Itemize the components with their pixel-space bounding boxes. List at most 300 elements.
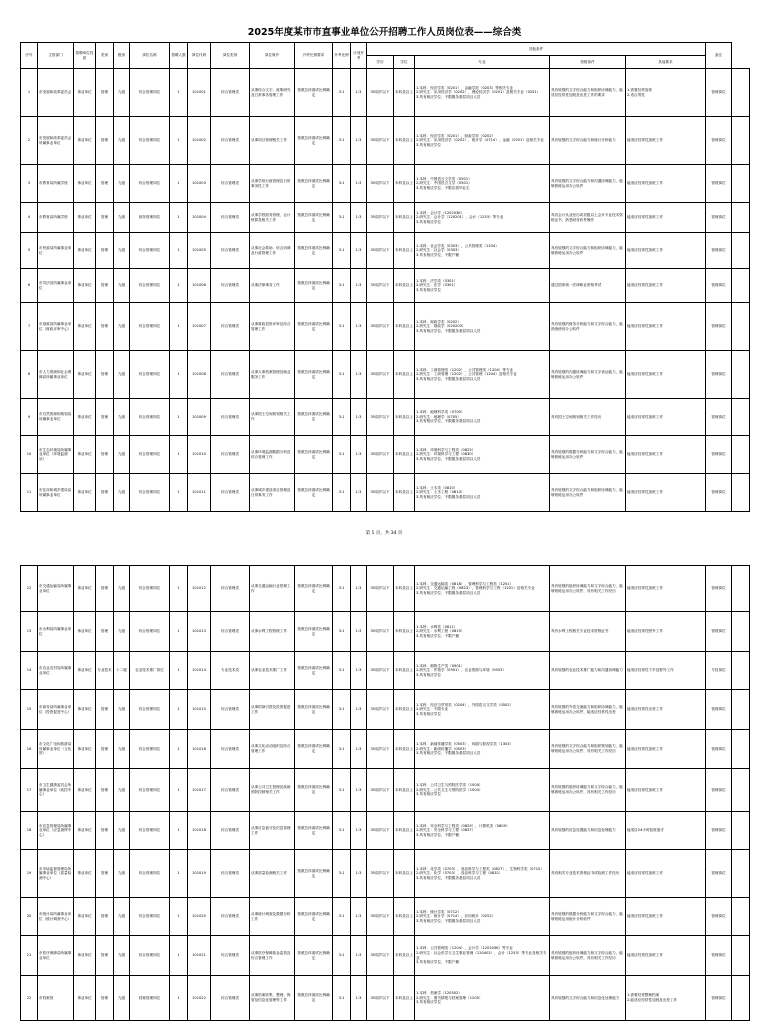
header-cell: 招聘人数 [170, 43, 188, 69]
table-cell: 九级 [114, 165, 130, 203]
table-cell: 具有较强的外语交流能力和组织协调能力，能够熟练运用办公软件，能适应经常性出差 [550, 690, 626, 730]
table-cell: 能适应经常性加班工作 [626, 850, 706, 898]
table-cell: 综合管理类 [211, 303, 250, 351]
table-cell: 按照总体面试比例确定 [295, 976, 333, 1021]
table-row [21, 850, 750, 898]
table-cell: 市水利局所属事业单位 [38, 612, 74, 652]
table-cell: 101003 [188, 165, 211, 203]
table-cell: 管理岗位 [706, 769, 732, 812]
table-cell: 3 [21, 165, 38, 203]
table-cell: 综合管理岗位 [130, 850, 170, 898]
table-cell: 1:3 [351, 69, 367, 117]
table-cell: 能适应经常性加班工作 [626, 474, 706, 512]
table-cell: 1.本科：公共卫生与预防医学类（1004） 2.研究生：公共卫生与预防医学（1004） 3.具有相应学位 [415, 769, 550, 812]
table-cell: 1.本科：经济学类（0201），财政学类（0202） 2.研究生：应用经济学（0202），统计学（0714），金融（0251）及相关专业 3.具有相应学位 [415, 117, 550, 165]
table-cell: 1 [170, 898, 188, 936]
table-cell: 从事项目管理相关工作 [250, 117, 295, 165]
table-cell: 市人力资源和社会保障局所属事业单位 [38, 351, 74, 399]
table-cell: 事业单位 [74, 850, 96, 898]
header-cell: 类别 [96, 43, 114, 69]
table-cell: 市农业农村局所属事业单位 [38, 652, 74, 690]
table-cell: 3:1 [333, 203, 351, 233]
table-cell: 综合管理类 [211, 474, 250, 512]
table-cell: 101011 [188, 474, 211, 512]
table-cell: 从事应急值守及信息管理工作 [250, 812, 295, 850]
table-cell: 本科及以上 [394, 690, 415, 730]
table-cell: 按照总体面试比例确定 [295, 69, 333, 117]
table-cell: 1.本科：环境科学与工程类（0825） 2.研究生：环境科学与工程（0830） 3.具有相应学位，不限服务基层项目人员 [415, 436, 550, 474]
table-cell: 从事档案收集、整理、保管及信息化管理等工作 [250, 976, 295, 1021]
table-cell: 能适应经常性加班工作 [626, 399, 706, 436]
table-cell: 从事城乡建设项目管理及日常事务工作 [250, 474, 295, 512]
table-cell: 通过国家统一法律职业资格考试 [550, 269, 626, 303]
table-row [21, 303, 750, 351]
table-cell: 事业单位 [74, 474, 96, 512]
table-cell: 管理岗位 [706, 812, 732, 850]
table-cell: 本科及以上 [394, 566, 415, 612]
table-cell: 101022 [188, 976, 211, 1021]
table-cell: 具有较强的文字综合能力和组织协调能力，能适应经常性加班及出差工作的要求 [550, 69, 626, 117]
table-cell: 管理 [96, 566, 114, 612]
table-cell: 1.需要经常加班 2.适合男性 [626, 69, 706, 117]
table-cell: 综合管理岗位 [130, 165, 170, 203]
header-cell: 序号 [21, 43, 38, 69]
table-cell: 101008 [188, 351, 211, 399]
table-cell: 19 [21, 850, 38, 898]
table-cell: 管理岗位 [706, 203, 732, 233]
table-cell: 能适应24小时轮班值守 [626, 812, 706, 850]
table-cell: 具有水利工程相关专业技术资格证书 [550, 612, 626, 652]
table-cell: 本科及以上 [394, 269, 415, 303]
table-cell: 具有国土空间规划相关工作经历 [550, 399, 626, 436]
table-cell: 事业单位 [74, 730, 96, 769]
sub-header-cell: 专业 [415, 56, 550, 69]
table-row [21, 936, 750, 976]
table-cell [732, 812, 750, 850]
table-cell: 市发展和改革委员会所属事业单位 [38, 117, 74, 165]
table-cell: 管理岗位 [706, 612, 732, 652]
table-cell: 市医疗保障局所属事业单位 [38, 936, 74, 976]
table-cell: 1.本科：中国语言文学类（0501） 2.研究生：中国语言文学（0501） 3.具有相应学位，不限应届毕业生 [415, 165, 550, 203]
table-cell: 3:1 [333, 850, 351, 898]
table-cell: 3:1 [333, 730, 351, 769]
table-cell: 35周岁以下 [367, 652, 394, 690]
table-cell: 1.需要经常整理档案 2.能适应经常性加班及出差工作 [626, 976, 706, 1021]
table-cell: 按照总体面试比例确定 [295, 936, 333, 976]
table-cell: 101013 [188, 612, 211, 652]
table-cell: 能适应经常性下乡及野外工作 [626, 652, 706, 690]
header-cell: 主管部门 [38, 43, 74, 69]
table-cell: 21 [21, 936, 38, 976]
table-cell: 1:3 [351, 690, 367, 730]
table-cell: 101021 [188, 936, 211, 976]
table-cell: 20 [21, 898, 38, 936]
table-cell: 管理 [96, 233, 114, 269]
table-cell: 本科及以上 [394, 812, 415, 850]
table-cell: 专业技术 [96, 652, 114, 690]
table-cell: 从事学校财务管理、会计核算及相关工作 [250, 203, 295, 233]
table-cell: 九级 [114, 730, 130, 769]
table-cell: 101002 [188, 117, 211, 165]
table-cell: 从事公共卫生管理及疾病预防控制相关工作 [250, 769, 295, 812]
table-cell: 1.本科：土木类（0810） 2.研究生：土木工程（0814） 3.具有相应学位，不限服务基层项目人员 [415, 474, 550, 512]
table-cell: 综合管理岗位 [130, 117, 170, 165]
table-cell: 综合管理类 [211, 612, 250, 652]
table-cell: 3:1 [333, 769, 351, 812]
document-title: 2025年度某市市直事业单位公开招聘工作人员岗位表——综合类 [247, 27, 522, 38]
table-cell [732, 69, 750, 117]
table-cell: 市卫生健康委员会所属事业单位（疾控中心） [38, 769, 74, 812]
table-cell: 综合管理类 [211, 690, 250, 730]
table-cell: 按照总体面试比例确定 [295, 898, 333, 936]
table-cell: 综合管理类 [211, 203, 250, 233]
table-cell: 管理 [96, 730, 114, 769]
table-cell: 按照总体面试比例确定 [295, 303, 333, 351]
table-row [21, 474, 750, 512]
table-cell: 管理岗位 [706, 566, 732, 612]
table-cell: 能适应经常性加班工作 [626, 730, 706, 769]
table-cell: 1:3 [351, 652, 367, 690]
header-cell: 开考比例要求 [295, 43, 333, 69]
table-cell: 管理岗位 [706, 730, 732, 769]
table-cell: 本科及以上 [394, 474, 415, 512]
table-cell: 从事水利工程管理工作 [250, 612, 295, 652]
header-cell: 开考比例 [333, 43, 351, 69]
table-row [21, 612, 750, 652]
table-cell: 1 [170, 436, 188, 474]
table-row [21, 976, 750, 1021]
table-cell: 1 [170, 730, 188, 769]
table-cell: 3:1 [333, 269, 351, 303]
sub-header-cell: 资格条件 [550, 56, 626, 69]
table-cell: 事业单位 [74, 566, 96, 612]
table-cell: 九级 [114, 203, 130, 233]
table-cell: 1:3 [351, 269, 367, 303]
table-cell: 市教育局所属学校 [38, 165, 74, 203]
table-body-continued [21, 566, 750, 1021]
table-cell: 事业单位 [74, 612, 96, 652]
table-cell: 从事国土空间规划相关工作 [250, 399, 295, 436]
table-cell [732, 203, 750, 233]
table-cell: 1:3 [351, 117, 367, 165]
table-cell: 3:1 [333, 165, 351, 203]
table-cell: 九级 [114, 233, 130, 269]
table-cell: 具有较强的应急处置能力和信息处理能力 [550, 812, 626, 850]
table-cell: 10 [21, 436, 38, 474]
table-cell: 九级 [114, 399, 130, 436]
table-cell: 11 [21, 474, 38, 512]
table-cell: 按照总体面试比例确定 [295, 850, 333, 898]
table-cell: 事业单位 [74, 690, 96, 730]
table-cell: 3:1 [333, 69, 351, 117]
table-cell: 具有较强的文字综合能力和组织策划能力，能够熟练运用办公软件，具有相关工作经历 [550, 730, 626, 769]
table-cell: 35周岁以下 [367, 165, 394, 203]
table-cell: 101001 [188, 69, 211, 117]
table-cell: 35周岁以下 [367, 117, 394, 165]
table-cell: 本科及以上 [394, 233, 415, 269]
table-cell: 1 [170, 612, 188, 652]
table-cell: 按照总体面试比例确定 [295, 730, 333, 769]
table-cell: 本科及以上 [394, 69, 415, 117]
table-cell: 本科及以上 [394, 850, 415, 898]
table-cell: 本科及以上 [394, 436, 415, 474]
table-cell: 管理岗位 [706, 690, 732, 730]
table-cell: 5 [21, 233, 38, 269]
table-row [21, 730, 750, 769]
table-cell: 1 [170, 936, 188, 976]
table-cell: 具有较强的文字综合能力和组织协调能力，能够熟练运用办公软件 [550, 474, 626, 512]
table-cell: 12 [21, 566, 38, 612]
table-cell [732, 117, 750, 165]
table-cell: 3:1 [333, 976, 351, 1021]
table-cell: 九级 [114, 690, 130, 730]
table-cell: 具有较强的文字综合能力和信息化处理能力 [550, 976, 626, 1021]
table-row [21, 652, 750, 690]
table-cell: 具有较强的组织协调能力和文字综合能力，能够熟练运用办公软件，具有相关工作经历 [550, 769, 626, 812]
table-cell: 按照总体面试比例确定 [295, 769, 333, 812]
table-cell [732, 936, 750, 976]
table-cell: 101015 [188, 690, 211, 730]
table-cell: 1 [21, 69, 38, 117]
header-group-other-conditions: 其他条件 [367, 43, 706, 56]
table-cell: 从事综合文字、政策研究及日常事务管理工作 [250, 69, 295, 117]
table-cell: 35周岁以下 [367, 351, 394, 399]
table-cell: 能适应经常性加班工作 [626, 117, 706, 165]
table-cell: 管理岗位 [706, 399, 732, 436]
table-cell: 综合管理岗位 [130, 436, 170, 474]
table-cell: 管理岗位 [706, 936, 732, 976]
table-cell: 综合管理类 [211, 269, 250, 303]
table-cell: 7 [21, 303, 38, 351]
table-cell: 市民政局所属事业单位 [38, 233, 74, 269]
table-cell: 从事财政投资评审及综合管理工作 [250, 303, 295, 351]
table-cell: 按照总体面试比例确定 [295, 233, 333, 269]
table-cell: 9 [21, 399, 38, 436]
header-cell: 级别 [114, 43, 130, 69]
table-row [21, 436, 750, 474]
table-cell: 35周岁以下 [367, 898, 394, 936]
table-cell: 综合管理类 [211, 351, 250, 399]
table-cell: 14 [21, 652, 38, 690]
table-cell: 1:3 [351, 399, 367, 436]
table-header [21, 43, 750, 69]
table-cell [732, 303, 750, 351]
table-cell: 市住房和城乡建设局所属事业单位 [38, 474, 74, 512]
table-cell: 1.本科：安全科学与工程类（0829），计算机类（0809） 2.研究生：安全科学与工程（0837） 3.具有相应学位，不限户籍 [415, 812, 550, 850]
table-cell: 事业单位 [74, 812, 96, 850]
table-cell: 1 [170, 399, 188, 436]
table-cell: 九级 [114, 117, 130, 165]
table-cell: 1:3 [351, 203, 367, 233]
table-cell: 管理岗位 [706, 351, 732, 399]
table-cell: 事业单位 [74, 203, 96, 233]
table-cell: 管理 [96, 303, 114, 351]
table-cell: 综合管理岗位 [130, 612, 170, 652]
table-cell: 能适应经常性加班工作 [626, 898, 706, 936]
table-cell: 具有较强的农业技术推广能力和沟通协调能力 [550, 652, 626, 690]
table-cell: 按照总体面试比例确定 [295, 436, 333, 474]
table-cell: 事业单位 [74, 165, 96, 203]
sub-header-cell: 其他要求 [626, 56, 706, 69]
header-cell: 岗位名称 [130, 43, 170, 69]
table-cell: 九级 [114, 769, 130, 812]
table-cell: 九级 [114, 303, 130, 351]
table-cell: 管理岗位 [706, 976, 732, 1021]
table-cell: 能适应经常性加班工作 [626, 351, 706, 399]
table-cell: 1.本科：财政学类（0202） 2.研究生：财政学（020203） 3.具有相应学位，不限服务基层项目人员 [415, 303, 550, 351]
table-cell: 综合管理岗位 [130, 566, 170, 612]
table-cell: 1:3 [351, 812, 367, 850]
table-cell: 本科及以上 [394, 612, 415, 652]
table-cell: 事业单位 [74, 898, 96, 936]
table-cell: 管理岗位 [706, 69, 732, 117]
table-cell: 市统计局所属事业单位（统计调查中心） [38, 898, 74, 936]
table-cell: 101016 [188, 730, 211, 769]
table-cell: 能适应经常性加班工作 [626, 436, 706, 474]
table-cell: 市文化广电和旅游局所属事业单位（文化馆） [38, 730, 74, 769]
table-cell [732, 652, 750, 690]
table-cell: 管理岗位 [706, 474, 732, 512]
table-cell: 1 [170, 203, 188, 233]
table-cell: 按照总体面试比例确定 [295, 351, 333, 399]
table-cell: 101012 [188, 566, 211, 612]
table-cell: 35周岁以下 [367, 69, 394, 117]
table-cell: 13 [21, 612, 38, 652]
table-cell: 从事医疗保障基金监管及综合管理工作 [250, 936, 295, 976]
table-cell: 市教育局所属学校 [38, 203, 74, 233]
table-cell: 按照总体面试比例确定 [295, 612, 333, 652]
table-cell [732, 399, 750, 436]
table-row [21, 812, 750, 850]
table-cell: 市商务局所属事业单位（投资促进中心） [38, 690, 74, 730]
table-cell: 1.本科：统计学类（0712） 2.研究生：统计学（0714），应用统计（0252） 3.具有相应学位，不限服务基层项目人员 [415, 898, 550, 936]
table-cell: 1.本科：化学类（0703），食品科学与工程类（0827），生物科学类（0710） 2.研究生：化学（0703），食品科学与工程（0832） 3.具有相应学位，不限服务基层项目人员 [415, 850, 550, 898]
table-cell: 具有较强的文字综合能力和组织协调能力，能够熟练运用办公软件 [550, 233, 626, 269]
table-cell: 具有较强的组织协调能力和文字综合能力，能够熟练运用办公软件，具有相关工作经历 [550, 566, 626, 612]
table-cell: 本科及以上 [394, 117, 415, 165]
table-cell: 从事人事档案管理及就业服务工作 [250, 351, 295, 399]
table-cell: 事业单位 [74, 351, 96, 399]
table-cell: 管理 [96, 436, 114, 474]
table-cell: 九级 [114, 436, 130, 474]
table-cell: 按照总体面试比例确定 [295, 566, 333, 612]
table-cell: 综合管理类 [211, 936, 250, 976]
table-cell: 1.本科：地理科学类（0705） 2.研究生：地理学（0705） 3.具有相应学位，不限服务基层项目人员 [415, 399, 550, 436]
table-cell: 35周岁以下 [367, 399, 394, 436]
table-cell: 按照总体面试比例确定 [295, 474, 333, 512]
table-cell [732, 850, 750, 898]
table-cell: 1 [170, 652, 188, 690]
table-cell: 管理 [96, 399, 114, 436]
header-cell: 备注 [706, 43, 732, 69]
table-cell: 1:3 [351, 976, 367, 1021]
table-cell: 1 [170, 269, 188, 303]
table-cell: 1.本科：植物生产类（0901） 2.研究生：作物学（0901），农业资源与环境（0903） 3.具有相应学位 [415, 652, 550, 690]
table-cell: 3:1 [333, 566, 351, 612]
table-cell: 管理 [96, 769, 114, 812]
table-cell: 按照总体面试比例确定 [295, 690, 333, 730]
table-cell: 101009 [188, 399, 211, 436]
table-cell: 具有较强的沟通协调能力和文字表达能力，能够熟练运用办公软件 [550, 351, 626, 399]
table-cell: 九级 [114, 269, 130, 303]
table-cell: 1 [170, 769, 188, 812]
table-cell: 市市场监督管理局所属事业单位（质量检测中心） [38, 850, 74, 898]
table-cell: 1 [170, 117, 188, 165]
table-cell: 1:3 [351, 351, 367, 399]
table-cell: 能适应经常性出差工作 [626, 690, 706, 730]
table-cell: 能适应经常性加班工作 [626, 203, 706, 233]
table-cell: 事业单位 [74, 233, 96, 269]
table-cell: 管理岗位 [706, 850, 732, 898]
table-row [21, 117, 750, 165]
table-cell: 综合管理岗位 [130, 303, 170, 351]
table-cell: 从事社会救助、综合协调及行政管理工作 [250, 233, 295, 269]
table-cell: 按照总体面试比例确定 [295, 812, 333, 850]
table-cell: 专技岗位 [706, 652, 732, 690]
table-cell: 市自然资源和规划局所属事业单位 [38, 399, 74, 436]
table-cell: 15 [21, 690, 38, 730]
sub-header-cell: 学历 [367, 56, 394, 69]
table-cell: 管理岗位 [706, 117, 732, 165]
table-cell: 九级 [114, 474, 130, 512]
table-cell: 管理 [96, 690, 114, 730]
table-cell: 18 [21, 812, 38, 850]
table-cell: 具有较强的组织协调能力和文字综合能力，能够熟练运用办公软件，具有相关工作经历 [550, 936, 626, 976]
table-cell: 3:1 [333, 936, 351, 976]
table-cell: 1:3 [351, 303, 367, 351]
table-cell: 35周岁以下 [367, 474, 394, 512]
table-cell: 本科及以上 [394, 165, 415, 203]
table-cell: 1:3 [351, 436, 367, 474]
table-cell: 1.本科：法学类（0301） 2.研究生：法学（0301） 3.具有相应学位 [415, 269, 550, 303]
table-cell: 1:3 [351, 769, 367, 812]
sub-header-cell: 学位 [394, 56, 415, 69]
table-cell: 1.本科：新闻传播学类（0503），戏剧与影视学类（1303） 2.研究生：新闻传播学（0503） 3.具有相应学位，不限服务基层项目人员 [415, 730, 550, 769]
table-cell: 管理 [96, 69, 114, 117]
table-cell: 1.本科：社会学类（0303），公共管理类（1204） 2.研究生：社会学（0303） 3.具有相应学位，不限户籍 [415, 233, 550, 269]
table-cell: 管理 [96, 976, 114, 1021]
table-cell: 按照总体面试比例确定 [295, 269, 333, 303]
table-cell: 事业单位 [74, 303, 96, 351]
table-cell: 22 [21, 976, 38, 1021]
table-cell: 管理 [96, 812, 114, 850]
table-cell: 综合管理岗位 [130, 730, 170, 769]
table-cell: 35周岁以下 [367, 612, 394, 652]
table-cell: 3:1 [333, 303, 351, 351]
table-cell [732, 769, 750, 812]
header-cell: 招聘单位性质 [74, 43, 96, 69]
table-row [21, 203, 750, 233]
table-body [21, 69, 750, 512]
table-cell: 事业单位 [74, 976, 96, 1021]
table-cell: 管理岗位 [706, 233, 732, 269]
table-cell: 综合管理岗位 [130, 69, 170, 117]
table-cell: 能适应经常性加班工作 [626, 566, 706, 612]
table-cell: 101004 [188, 203, 211, 233]
table-cell: 能适应经常性野外工作 [626, 612, 706, 652]
table-cell: 综合管理岗位 [130, 898, 170, 936]
job-table [20, 42, 750, 512]
table-cell: 九级 [114, 566, 130, 612]
table-row [21, 898, 750, 936]
table-cell: 1 [170, 812, 188, 850]
table-cell: 从事法律事务工作 [250, 269, 295, 303]
table-cell: 1:3 [351, 566, 367, 612]
table-cell: 1:3 [351, 233, 367, 269]
table-cell: 1.本科：水利类（0811） 2.研究生：水利工程（0815） 3.具有相应学位，不限户籍 [415, 612, 550, 652]
table-cell: 综合管理类 [211, 399, 250, 436]
header-cell: 岗位简介 [250, 43, 295, 69]
